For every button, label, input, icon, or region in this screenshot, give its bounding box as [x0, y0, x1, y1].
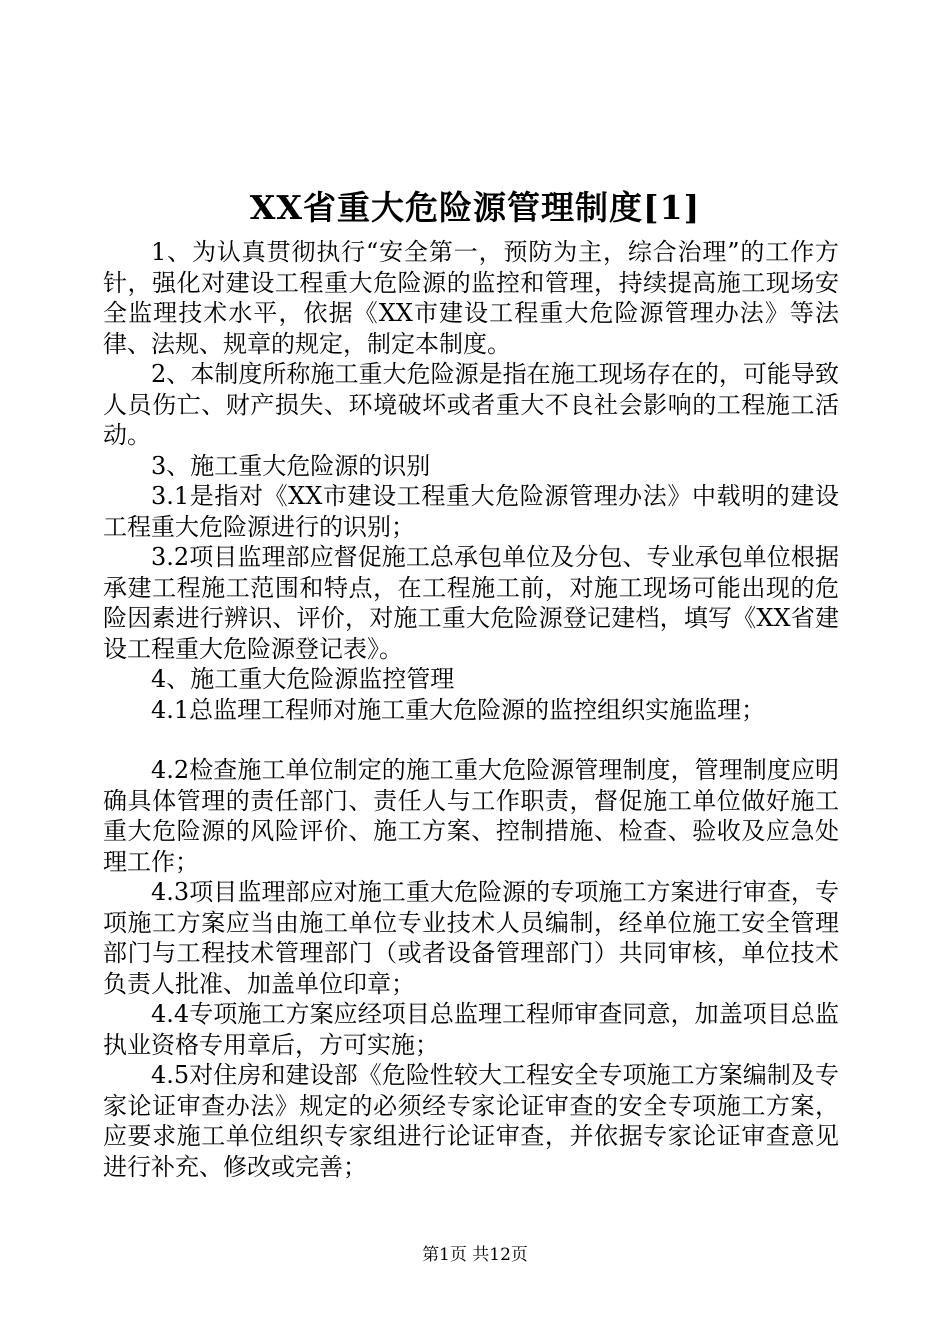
- section-heading-3: 3、施工重大危险源的识别: [151, 451, 431, 480]
- paragraph-4-5: 4.5对住房和建设部《危险性较大工程安全专项施工方案编制及专家论证审查办法》规定的必须经专家论证审查的安全专项施工方案，应要求施工单位组织专家组进行论证审查，并依据专家论证审查意见进行补充、修改或完善；: [103, 1061, 839, 1181]
- document-body: [103, 237, 839, 1182]
- paragraph-2: 2、本制度所称施工重大危险源是指在施工现场存在的，可能导致人员伤亡、财产损失、环境破坏或者重大不良社会影响的工程施工活动。: [103, 360, 839, 449]
- paragraph-3-2: 3.2项目监理部应督促施工总承包单位及分包、专业承包单位根据承建工程施工范围和特点，在工程施工前，对施工现场可能出现的危险因素进行辨识、评价，对施工重大危险源登记建档，填写《XX省建设工程重大危险源登记表》。: [103, 543, 839, 663]
- paragraph-4-3: 4.3项目监理部应对施工重大危险源的专项施工方案进行审查，专项施工方案应当由施工单位专业技术人员编制，经单位施工安全管理部门与工程技术管理部门（或者设备管理部门）共同审核，单位技术负责人批准、加盖单位印章；: [103, 878, 839, 998]
- paragraph-4-2: 4.2检查施工单位制定的施工重大危险源管理制度，管理制度应明确具体管理的责任部门、责任人与工作职责，督促施工单位做好施工重大危险源的风险评价、施工方案、控制措施、检查、验收及应急处理工作；: [103, 756, 839, 876]
- paragraph-4-1: 4.1总监理工程师对施工重大危险源的监控组织实施监理；: [151, 695, 766, 724]
- page-footer: 第1页 共12页: [422, 1245, 528, 1265]
- document-title: XX省重大危险源管理制度[1]: [249, 188, 701, 227]
- paragraph-1: 1、为认真贯彻执行“安全第一，预防为主，综合治理”的工作方针，强化对建设工程重大危险源的监控和管理，持续提高施工现场安全监理技术水平，依据《XX市建设工程重大危险源管理办法》等法律、法规、规章的规定，制定本制度。: [103, 238, 839, 358]
- section-heading-4: 4、施工重大危险源监控管理: [151, 665, 455, 693]
- paragraph-3-1: 3.1是指对《XX市建设工程重大危险源管理办法》中载明的建设工程重大危险源进行的识别；: [103, 482, 839, 541]
- paragraph-4-4: 4.4专项施工方案应经项目总监理工程师审查同意，加盖项目总监执业资格专用章后，方可实施；: [103, 1000, 839, 1059]
